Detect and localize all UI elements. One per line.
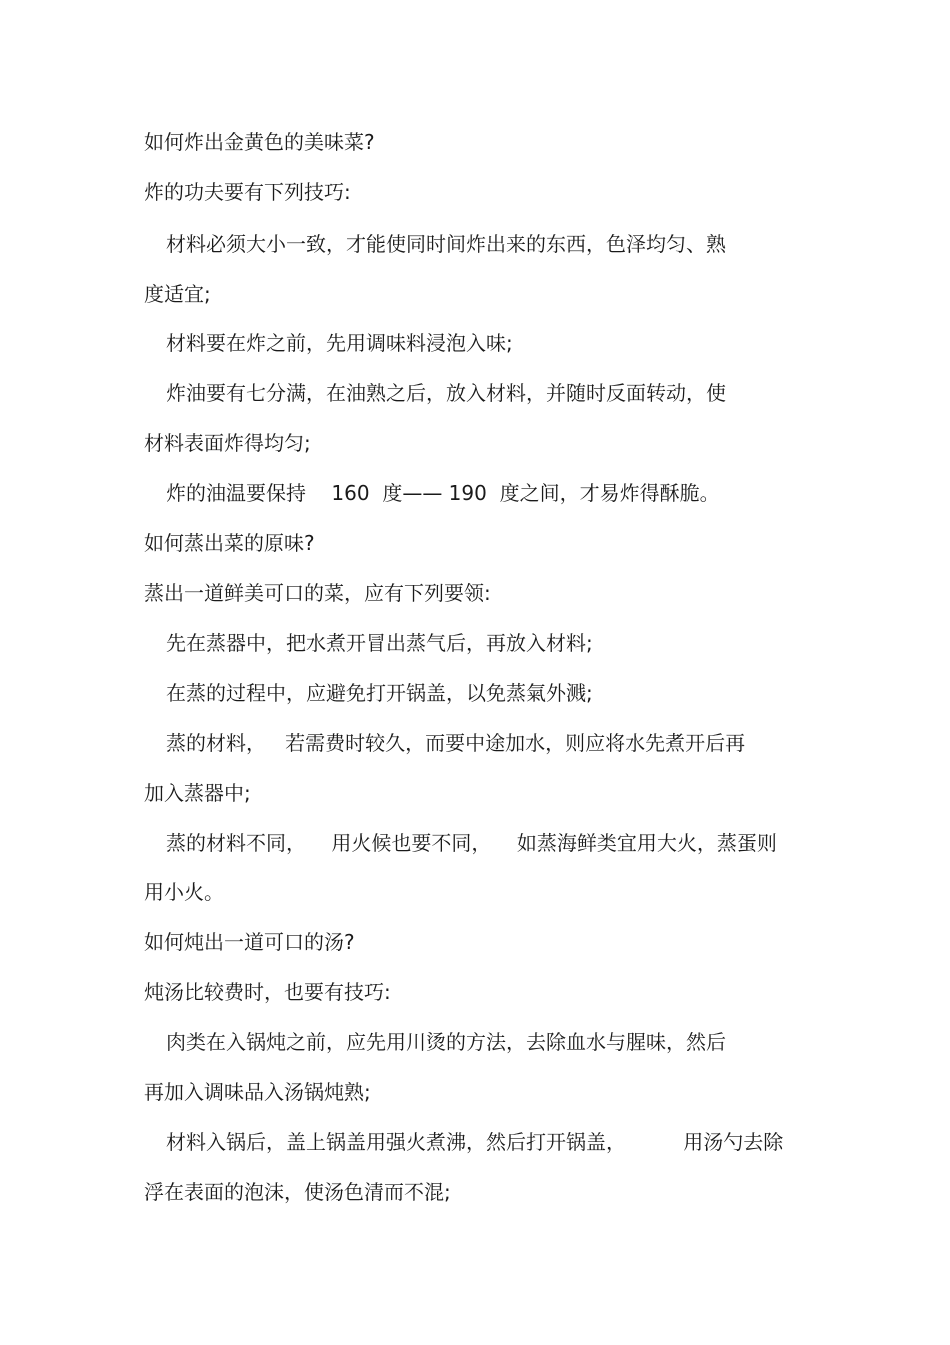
text-line: 炸的油温要保持 160 度—— 190 度之间，才易炸得酥脆。	[166, 481, 720, 505]
text-line: 在蒸的过程中，应避免打开锅盖，以免蒸氣外溅;	[166, 681, 593, 705]
text-line: 材料入锅后，盖上锅盖用强火煮沸，然后打开锅盖， 用汤勺去除	[166, 1130, 784, 1154]
text-line: 加入蒸器中;	[144, 781, 251, 805]
heading-stew: 如何炖出一道可口的汤?	[144, 930, 355, 954]
text-line: 度适宜;	[144, 282, 211, 306]
text-line: 炸油要有七分满，在油熟之后，放入材料，并随时反面转动，使	[166, 381, 726, 405]
text-line: 材料表面炸得均匀;	[144, 431, 311, 455]
text-line: 先在蒸器中，把水煮开冒出蒸气后，再放入材料;	[166, 631, 593, 655]
text-line: 材料必须大小一致，才能使同时间炸出来的东西，色泽均匀、熟	[166, 232, 726, 256]
text-line: 蒸的材料不同， 用火候也要不同， 如蒸海鲜类宜用大火，蒸蛋则	[166, 831, 777, 855]
text-line: 蒸的材料， 若需费时较久，而要中途加水，则应将水先煮开后再	[166, 731, 746, 755]
heading-steam: 如何蒸出菜的原味?	[144, 531, 315, 555]
text-line: 再加入调味品入汤锅炖熟;	[144, 1080, 371, 1104]
text-line: 肉类在入锅炖之前，应先用川烫的方法，去除血水与腥味，然后	[166, 1030, 726, 1054]
intro-stew: 炖汤比较费时，也要有技巧:	[144, 980, 391, 1004]
text-line: 用小火。	[144, 880, 224, 904]
heading-fry: 如何炸出金黄色的美味菜?	[144, 130, 375, 154]
intro-fry: 炸的功夫要有下列技巧:	[144, 180, 351, 204]
text-line: 浮在表面的泡沫，使汤色清而不混;	[144, 1180, 451, 1204]
text-line: 材料要在炸之前，先用调味料浸泡入味;	[166, 331, 513, 355]
intro-steam: 蒸出一道鲜美可口的菜，应有下列要领:	[144, 581, 491, 605]
